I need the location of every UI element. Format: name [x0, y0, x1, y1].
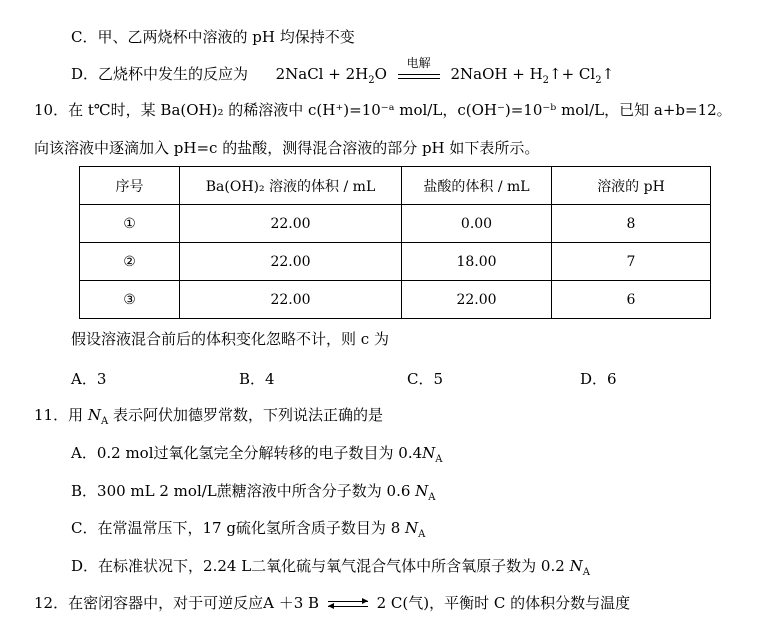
q11-option-b: B．300 mL 2 mol/L蔗糖溶液中所含分子数为 0.6 $N_A$: [71, 482, 436, 503]
q10-option-c: C．5: [407, 370, 444, 388]
table-cell: 8: [552, 205, 711, 243]
q10-option-d: D．6: [580, 370, 617, 388]
ph-data-table: [79, 166, 711, 319]
table-header: 盐酸的体积 / mL: [402, 167, 552, 205]
equilibrium-arrow-icon: [328, 598, 368, 610]
reaction-lhs: 2NaCl + $2H_2O$: [275, 65, 387, 86]
q9-option-d-prefix: D．乙烧杯中发生的反应为: [71, 65, 249, 83]
q11-stem: 11．用 $N_A$ 表示阿伏加德罗常数，下列说法正确的是: [34, 406, 383, 427]
q10-stem-line2: 向该溶液中逐滴加入 pH=c 的盐酸，测得混合溶液的部分 pH 如下表所示。: [34, 139, 540, 157]
q10-stem-line1: 10．在 t℃时，某 Ba(OH)₂ 的稀溶液中 c(H⁺)=10⁻ᵃ mol/L，c(OH⁻)=10⁻ᵇ mol/L，已知 a+b=12。: [34, 101, 732, 119]
q11-option-c: C．在常温常压下，17 g硫化氢所含质子数目为 8 $N_A$: [71, 519, 426, 540]
electrolysis-condition: 电解: [406, 56, 431, 70]
table-cell: 22.00: [402, 281, 552, 319]
table-header: 溶液的 pH: [552, 167, 711, 205]
table-row: [80, 205, 711, 243]
q10-option-b: B．4: [239, 370, 275, 388]
table-cell: 18.00: [402, 243, 552, 281]
table-cell: 6: [552, 281, 711, 319]
table-row: [80, 281, 711, 319]
electrolysis-arrow: [396, 56, 442, 85]
q10-option-a: A．3: [71, 370, 107, 388]
table-header-row: [80, 167, 711, 205]
q12-stem: 12．在密闭容器中，对于可逆反应A ＋3 B 2 C(气)，平衡时 C 的体积分数与温度: [34, 594, 631, 612]
table-cell: 7: [552, 243, 711, 281]
table-cell: ②: [80, 243, 180, 281]
q10-note: 假设溶液混合前后的体积变化忽略不计，则 c 为: [71, 330, 389, 348]
table-header: 序号: [80, 167, 180, 205]
q9-option-d: [71, 56, 615, 91]
table-cell: 0.00: [402, 205, 552, 243]
table-cell: 22.00: [180, 243, 402, 281]
q11-option-a: A．0.2 mol过氧化氢完全分解转移的电子数目为 $0.4N_A$: [71, 444, 443, 465]
q9-option-c: C．甲、乙两烧杯中溶液的 pH 均保持不变: [71, 28, 355, 46]
table-cell: ①: [80, 205, 180, 243]
table-cell: 22.00: [180, 281, 402, 319]
q11-option-d: D．在标准状况下，2.24 L二氧化硫与氧气混合气体中所含氧原子数为 0.2 $N_A$: [71, 557, 590, 578]
table-cell: ③: [80, 281, 180, 319]
table-header: Ba(OH)₂ 溶液的体积 / mL: [180, 167, 402, 205]
table-row: [80, 243, 711, 281]
table-cell: 22.00: [180, 205, 402, 243]
reaction-rhs: 2NaOH + $H_2↑+$ $Cl_2↑$: [450, 65, 615, 86]
